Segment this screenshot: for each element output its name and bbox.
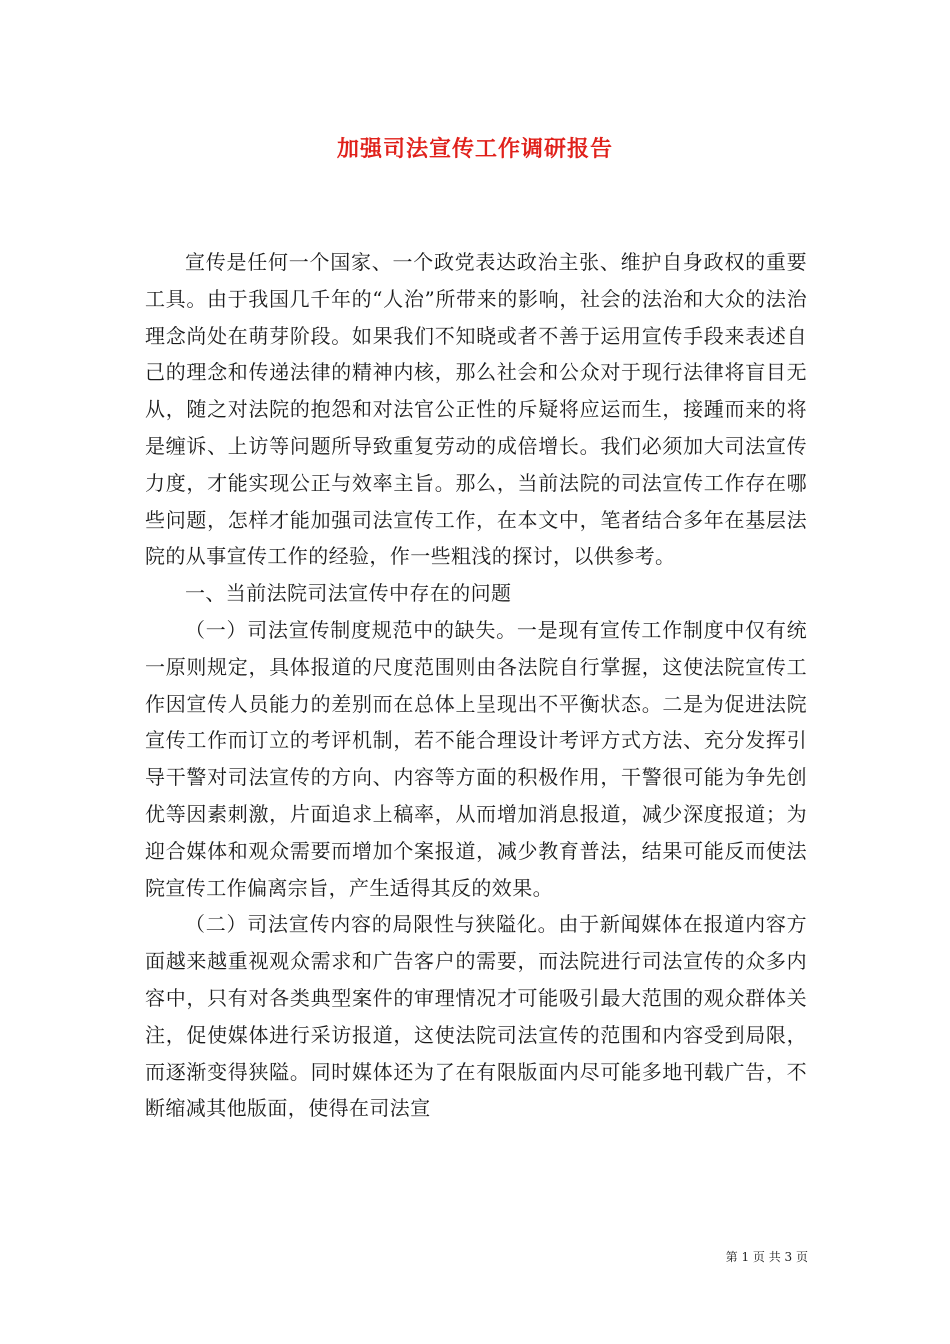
document-title: 加强司法宣传工作调研报告	[336, 136, 613, 162]
paragraph-section-1-2: （二）司法宣传内容的局限性与狭隘化。由于新闻媒体在报道内容方面越来越重视观众需求和广告客户的需要，而法院进行司法宣传的众多内容中，只有对各类典型案件的审理情况才可能吸引最大范围的观众群体关注，促使媒体进行采访报道，这使法院司法宣传的范围和内容受到局限，而逐渐变得狭隘。同时媒体还为了在有限版面内尽可能多地刊载广告，不断缩减其他版面，使得在司法宣	[145, 912, 807, 1121]
paragraph-intro: 宣传是任何一个国家、一个政党表达政治主张、维护自身政权的重要工具。由于我国几千年的“人治”所带来的影响，社会的法治和大众的法治理念尚处在萌芽阶段。如果我们不知晓或者不善于运用宣传手段来表述自己的理念和传递法律的精神内核，那么社会和公众对于现行法律将盲目无从，随之对法院的抱怨和对法官公正性的斥疑将应运而生，接踵而来的将是缠诉、上访等问题所导致重复劳动的成倍增长。我们必须加大司法宣传力度，才能实现公正与效率主旨。那么，当前法院的司法宣传工作存在哪些问题，怎样才能加强司法宣传工作，在本文中，笔者结合多年在基层法院的从事宣传工作的经验，作一些粗浅的探讨，以供参考。	[145, 250, 807, 569]
section-heading-1: 一、当前法院司法宣传中存在的问题	[185, 581, 512, 606]
paragraph-section-1-1: （一）司法宣传制度规范中的缺失。一是现有宣传工作制度中仅有统一原则规定，具体报道的尺度范围则由各法院自行掌握，这使法院宣传工作因宣传人员能力的差别而在总体上呈现出不平衡状态。二是为促进法院宣传工作而订立的考评机制，若不能合理设计考评方式方法、充分发挥引导干警对司法宣传的方向、内容等方面的积极作用，干警很可能为争先创优等因素刺激，片面追求上稿率，从而增加消息报道，减少深度报道；为迎合媒体和观众需要而增加个案报道，减少教育普法，结果可能反而使法院宣传工作偏离宗旨，产生适得其反的效果。	[145, 617, 807, 900]
document-body	[145, 244, 807, 1127]
page-number-footer: 第 1 页 共 3 页	[725, 1250, 808, 1264]
